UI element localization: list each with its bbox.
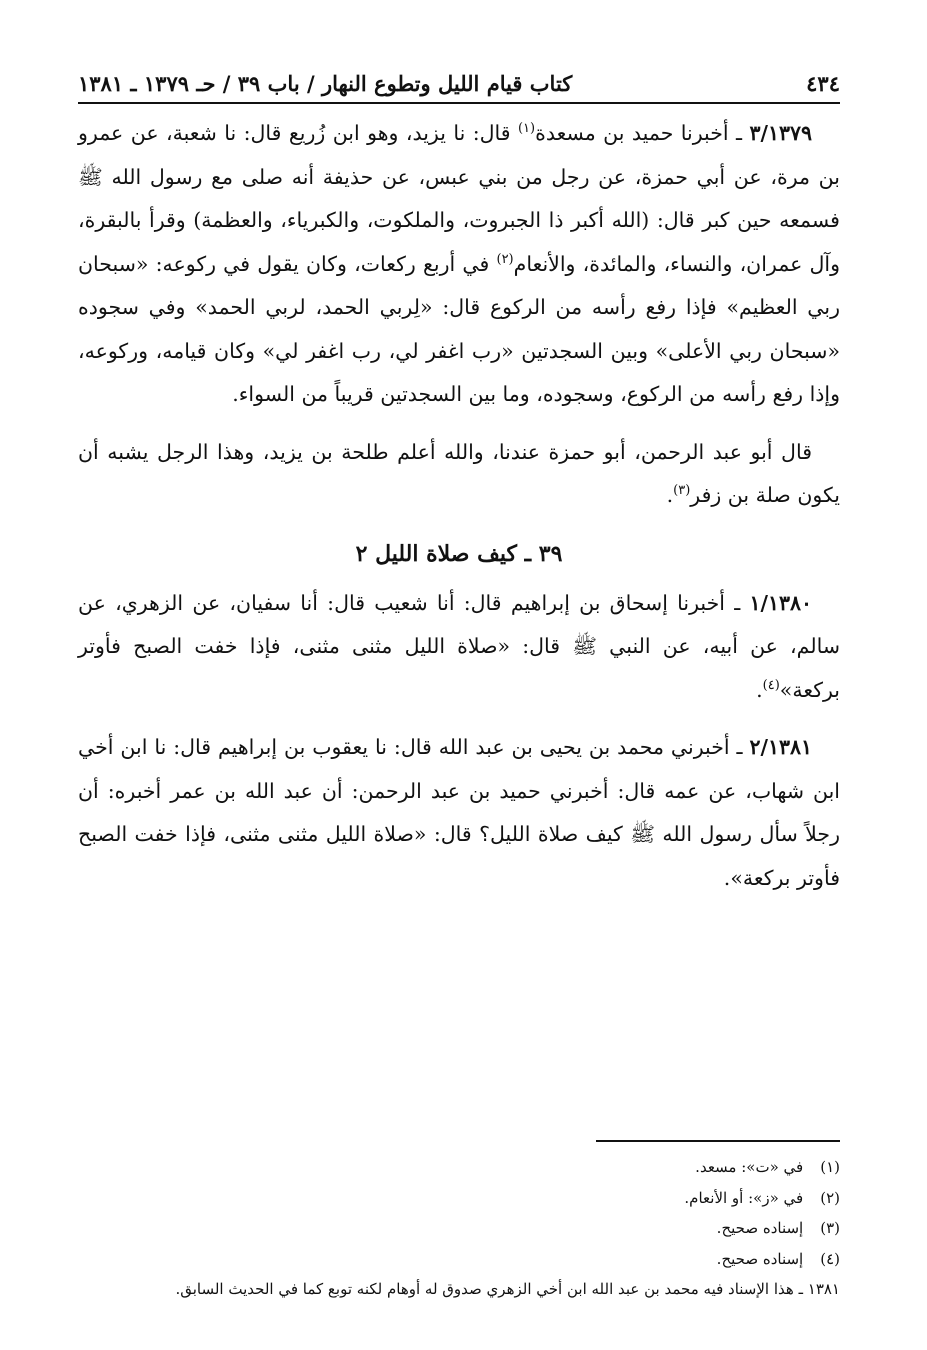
hadith-number: ١/١٣٨٠ (749, 590, 812, 615)
footnote-number: (٣) (820, 1219, 840, 1237)
page-number: ٤٣٤ (806, 71, 840, 96)
hadith-1380 (78, 582, 840, 713)
running-header (78, 62, 840, 104)
footnote-text: ـ هذا الإسناد فيه محمد بن عبد الله ابن أخي الزهري صدوق له أوهام لكنه توبع كما في الحديث السابق. (175, 1280, 803, 1298)
hadith-text: ـ أخبرنا حميد بن مسعدة (535, 121, 750, 145)
hadith-text: ـ أخبرني محمد بن يحيى بن عبد الله قال: نا يعقوب بن إبراهيم قال: نا ابن أخي ابن شهاب، عن عمه قال: أخبرني حميد بن عبد الرحمن: أن عبد الله بن عمر أخبره: أن رجلاً سأل رسول الله ﷺ كيف صلاة الليل؟ قال: «صلاة الليل مثنى مثنى، فإذا خفت الصبح فأوتر بركعة». (78, 735, 840, 890)
footnote-text: في «ت»: مسعد. (695, 1158, 804, 1176)
hadith-number: ٣/١٣٧٩ (749, 121, 812, 145)
footnote-ref: (٣) (673, 483, 691, 499)
footnote-ref: (٤) (762, 677, 780, 693)
hadith-1379 (78, 112, 840, 417)
footnote-item (78, 1152, 840, 1183)
commentary-paragraph (78, 431, 840, 518)
footnote-number: (٤) (820, 1249, 840, 1268)
footnote-item (78, 1244, 840, 1275)
hadith-1381 (78, 726, 840, 900)
footnote-text: إسناده صحيح. (716, 1219, 804, 1237)
hadith-number: ٢/١٣٨١ (749, 735, 812, 759)
hadith-text: ـ أخبرنا إسحاق بن إبراهيم قال: أنا شعيب قال: أنا سفيان، عن الزهري، عن سالم، عن أبيه، عن النبي ﷺ قال: «صلاة الليل مثنى مثنى، فإذا خفت الصبح فأوتر بركعة» (78, 590, 840, 702)
commentary-text: قال أبو عبد الرحمن، أبو حمزة عندنا، والله أعلم طلحة بن يزيد، وهذا الرجل يشبه أن يكون صلة بن زفر (78, 439, 840, 507)
footnote-ref: (١) (517, 121, 536, 137)
footnote-text: إسناده صحيح. (716, 1249, 804, 1268)
footnote-item (78, 1183, 840, 1214)
footnote-item (78, 1213, 840, 1244)
footnotes (78, 1152, 840, 1305)
header-title: كتاب قيام الليل وتطوع النهار / باب ٣٩ / حـ ١٣٧٩ ـ ١٣٨١ (78, 71, 573, 96)
chapter-heading: ٣٩ ـ كيف صلاة الليل ٢ (355, 540, 563, 567)
footnote-text: في «ز»: أو الأنعام. (684, 1188, 804, 1207)
footnote-number: ١٣٨١ (807, 1280, 840, 1298)
commentary-text: . (666, 483, 674, 507)
main-text (78, 112, 840, 900)
footnote-number: (٢) (820, 1188, 840, 1207)
footnote-item (78, 1274, 840, 1305)
footnote-divider (596, 1140, 840, 1142)
hadith-text: قال: نا يزيد، وهو ابن زُريع قال: نا شعبة، عن عمرو بن مرة، عن أبي حمزة، عن رجل من بني عبس، عن حذيفة أنه صلى مع رسول الله ﷺ فسمعه حين كبر قال: (الله أكبر ذا الجبروت، والملكوت، والكبرياء، والعظمة) وقرأ بالبقرة، وآل عمران، والنساء، والمائدة، والأنعام (78, 121, 840, 276)
book-page (78, 62, 840, 1322)
footnote-ref: (٢) (496, 251, 514, 267)
hadith-text: . (756, 677, 763, 702)
footnote-number: (١) (820, 1158, 840, 1176)
hadith-text: في أربع ركعات، وكان يقول في ركوعه: «سبحان ربي العظيم» فإذا رفع رأسه من الركوع قال: «لِربي الحمد، لربي الحمد» وفي سجوده «سبحان ربي الأعلى» وبين السجدتين «رب اغفر لي، رب اغفر لي» وكان قيامه، وركوعه، وإذا رفع رأسه من الركوع، وسجوده، وما بين السجدتين قريباً من السواء. (78, 251, 840, 406)
